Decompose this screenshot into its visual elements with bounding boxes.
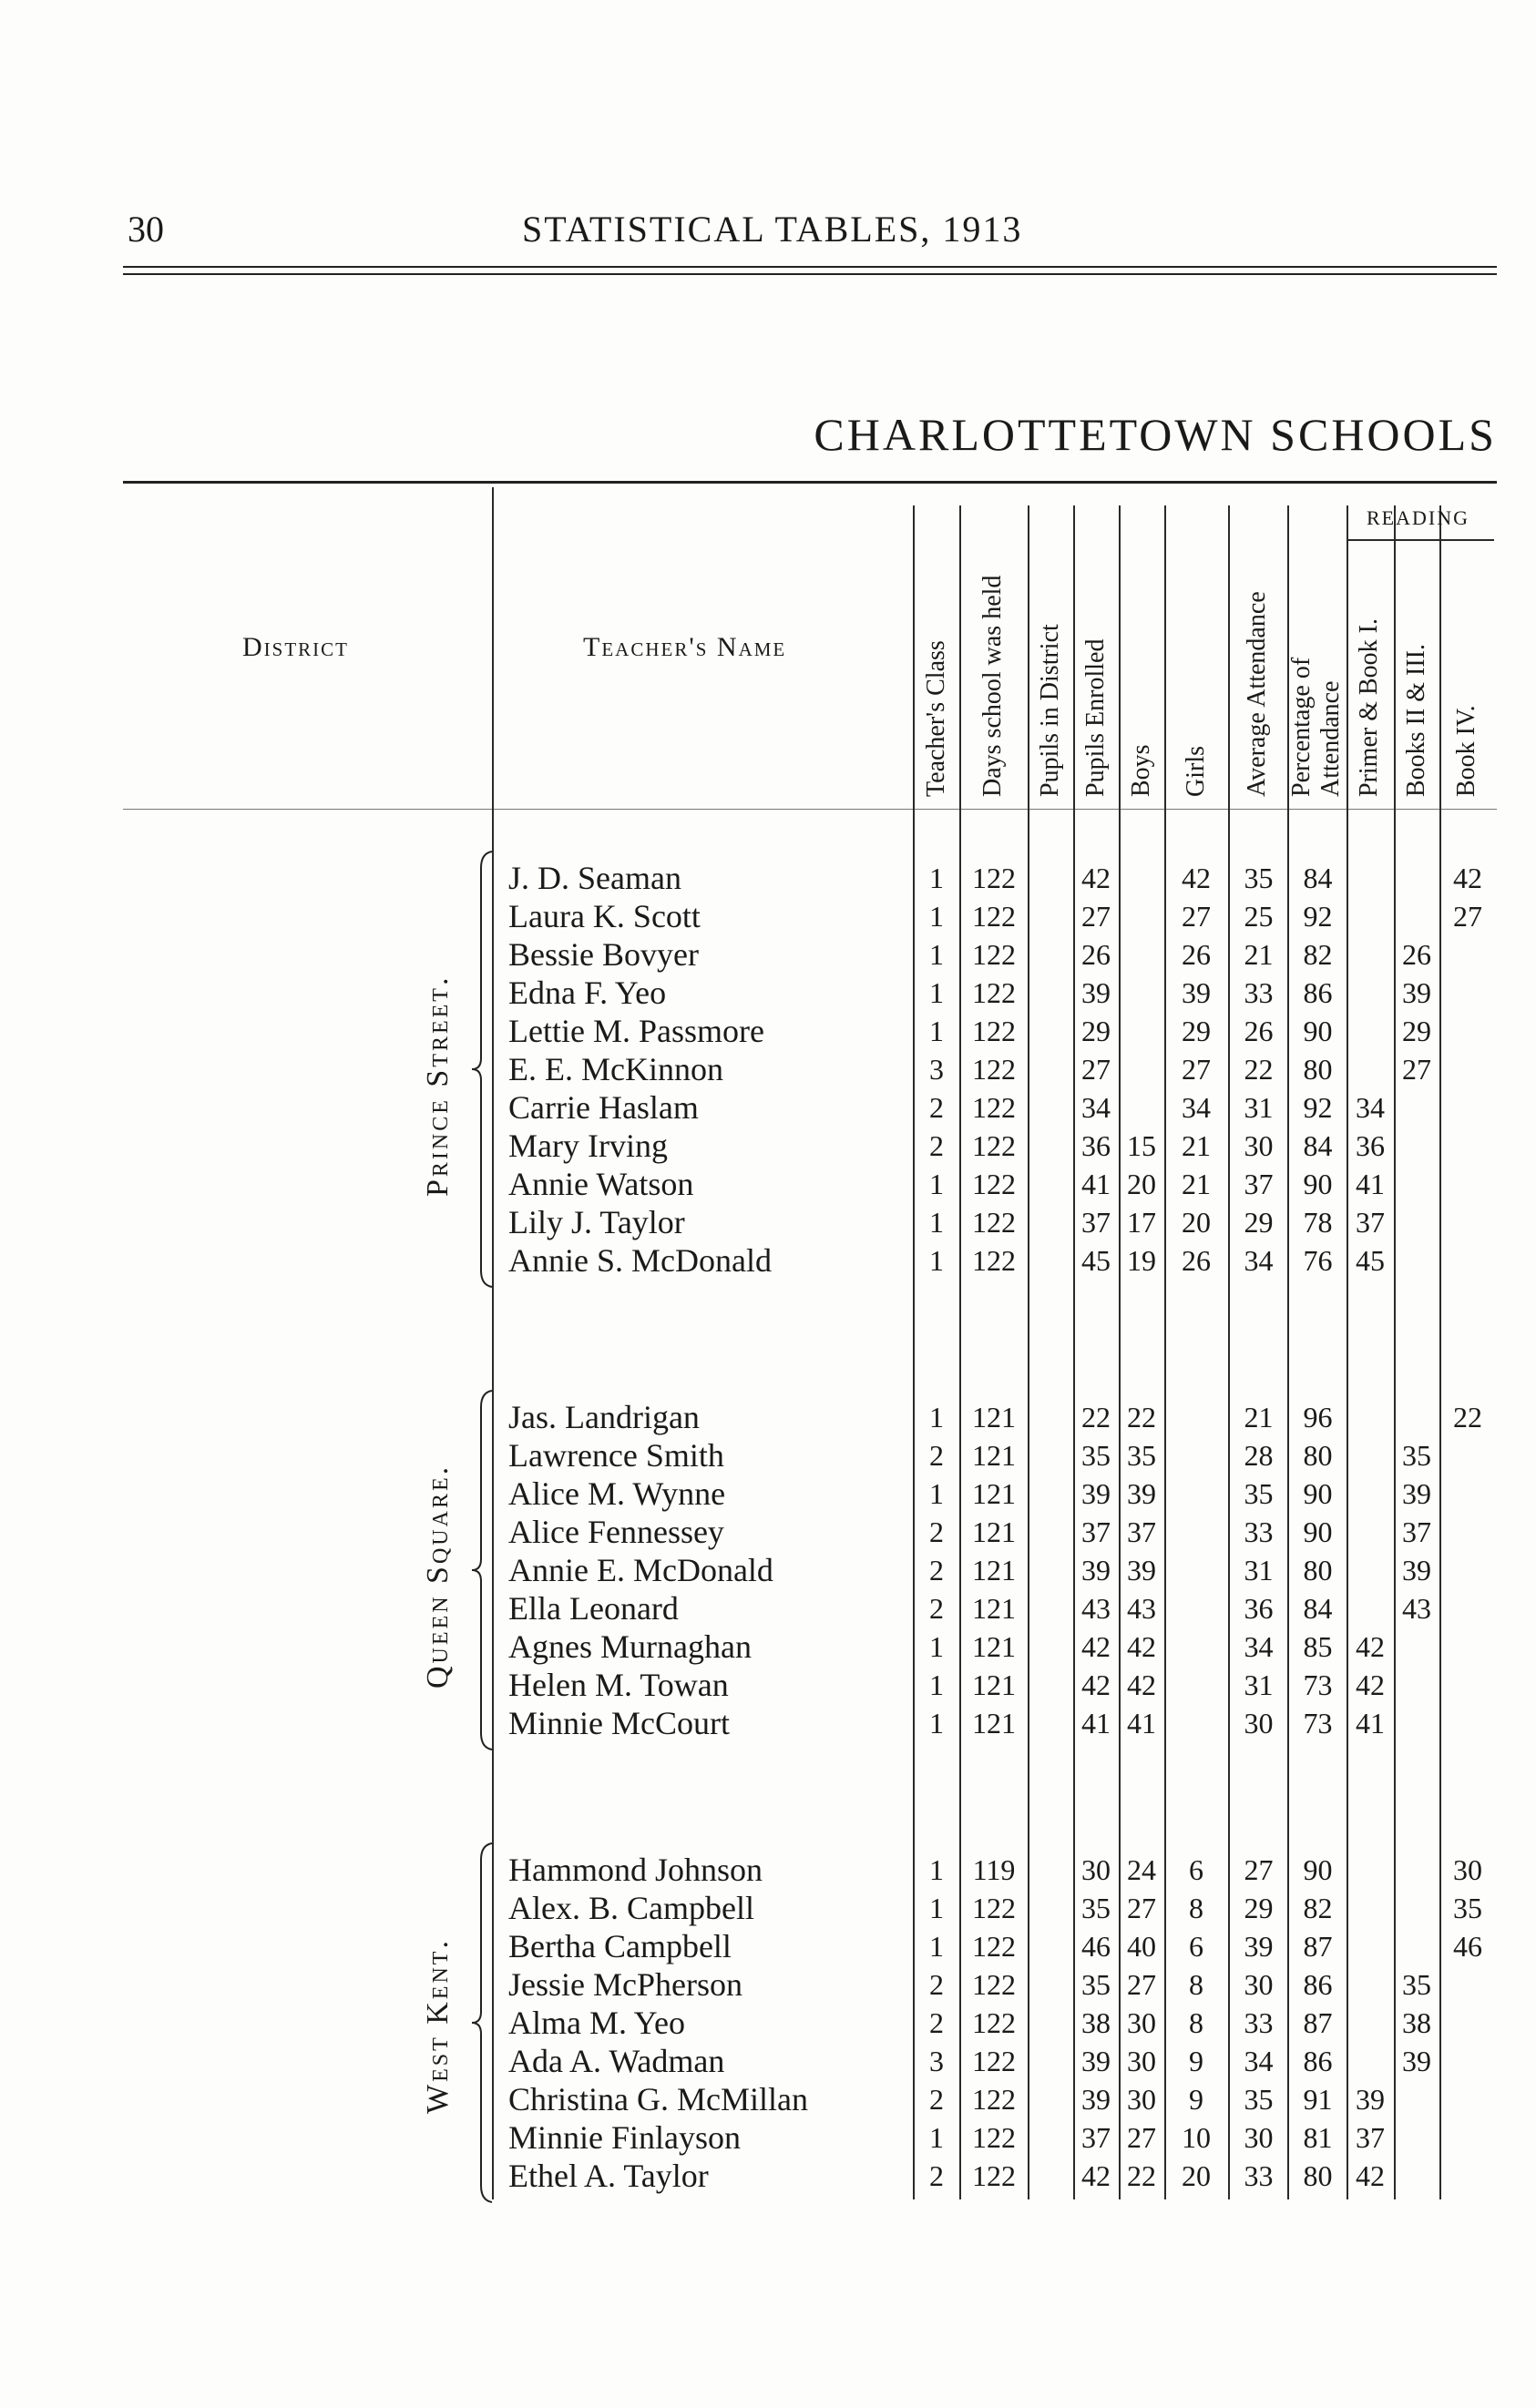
header-column-label: Pupils in District <box>1036 624 1064 797</box>
table-cell: 28 <box>1244 1439 1274 1472</box>
table-cell: 21 <box>1244 1401 1274 1434</box>
table-cell: 26 <box>1081 938 1111 971</box>
table-cell: 39 <box>1402 2045 1431 2077</box>
table-cell: 27 <box>1182 900 1211 933</box>
table-cell: 34 <box>1244 1630 1274 1663</box>
teacher-name: Alice Fennessey <box>508 1514 724 1550</box>
teacher-name: Alex. B. Campbell <box>508 1890 754 1926</box>
table-cell: 81 <box>1303 2121 1333 2154</box>
table-cell: 122 <box>972 1015 1016 1047</box>
table-cell: 122 <box>972 1968 1016 2001</box>
table-cell: 35 <box>1244 2083 1274 2116</box>
table-cell: 39 <box>1127 1554 1156 1587</box>
table-cell: 31 <box>1244 1091 1274 1124</box>
table-cell: 90 <box>1303 1477 1333 1510</box>
table-cell: 76 <box>1303 1244 1333 1277</box>
table-cell: 35 <box>1081 1439 1111 1472</box>
teacher-name: Christina G. McMillan <box>508 2081 808 2117</box>
table-cell: 30 <box>1453 1853 1482 1886</box>
header-column-label: Average Attendance <box>1243 591 1271 797</box>
teacher-name: Ella Leonard <box>508 1590 679 1627</box>
table-cell: 30 <box>1081 1853 1111 1886</box>
table-cell: 84 <box>1303 1592 1333 1625</box>
table-cell: 39 <box>1356 2083 1385 2116</box>
table-cell: 2 <box>929 1968 944 2001</box>
table-cell: 45 <box>1356 1244 1385 1277</box>
table-cell: 2 <box>929 1592 944 1625</box>
table-row <box>0 1627 1536 1666</box>
teacher-name: Minnie Finlayson <box>508 2119 742 2156</box>
header-bottom-rule <box>123 809 1497 810</box>
table-cell: 1 <box>929 2121 944 2154</box>
table-cell: 35 <box>1244 1477 1274 1510</box>
teacher-name: Edna F. Yeo <box>508 974 667 1011</box>
table-cell: 37 <box>1081 2121 1111 2154</box>
table-cell: 37 <box>1356 2121 1385 2154</box>
table-cell: 41 <box>1356 1168 1385 1200</box>
table-cell: 27 <box>1244 1853 1274 1886</box>
table-cell: 1 <box>929 1630 944 1663</box>
table-cell: 21 <box>1182 1168 1211 1200</box>
table-cell: 26 <box>1244 1015 1274 1047</box>
table-cell: 30 <box>1244 1968 1274 2001</box>
table-cell: 121 <box>972 1630 1016 1663</box>
table-top-rule <box>123 481 1497 484</box>
district-label: Queen Square. <box>421 1464 455 1689</box>
table-row <box>0 1050 1536 1088</box>
table-cell: 1 <box>929 1707 944 1740</box>
table-row <box>0 859 1536 897</box>
teacher-name: Bessie Bovyer <box>508 936 699 973</box>
table-cell: 39 <box>1127 1477 1156 1510</box>
table-cell: 1 <box>929 1206 944 1239</box>
table-cell: 92 <box>1303 900 1333 933</box>
table-cell: 20 <box>1127 1168 1156 1200</box>
table-row <box>0 974 1536 1012</box>
teacher-name: Alice M. Wynne <box>508 1475 726 1512</box>
table-cell: 1 <box>929 1930 944 1963</box>
header-column-label: Primer & Book I. <box>1355 618 1383 797</box>
table-cell: 43 <box>1081 1592 1111 1625</box>
teacher-name: Lettie M. Passmore <box>508 1013 764 1049</box>
table-cell: 1 <box>929 1015 944 1047</box>
table-cell: 30 <box>1127 2083 1156 2116</box>
table-cell: 24 <box>1127 1853 1156 1886</box>
table-cell: 33 <box>1244 2159 1274 2192</box>
table-cell: 86 <box>1303 976 1333 1009</box>
table-cell: 20 <box>1182 1206 1211 1239</box>
table-cell: 42 <box>1081 862 1111 894</box>
district-label: Prince Street. <box>421 974 455 1197</box>
table-cell: 41 <box>1127 1707 1156 1740</box>
table-row <box>0 1513 1536 1551</box>
table-cell: 38 <box>1081 2006 1111 2039</box>
table-cell: 34 <box>1356 1091 1385 1124</box>
table-cell: 39 <box>1081 1477 1111 1510</box>
table-cell: 27 <box>1081 900 1111 933</box>
table-cell: 42 <box>1127 1630 1156 1663</box>
table-cell: 35 <box>1453 1892 1482 1924</box>
table-cell: 8 <box>1189 2006 1203 2039</box>
table-cell: 37 <box>1402 1515 1431 1548</box>
table-cell: 30 <box>1127 2045 1156 2077</box>
table-cell: 34 <box>1244 1244 1274 1277</box>
table-cell: 39 <box>1081 2083 1111 2116</box>
table-row <box>0 2157 1536 2195</box>
header-column-label: Percentage of Attendance <box>1287 657 1345 797</box>
table-cell: 2 <box>929 2159 944 2192</box>
table-cell: 29 <box>1244 1892 1274 1924</box>
table-cell: 36 <box>1244 1592 1274 1625</box>
table-cell: 121 <box>972 1477 1016 1510</box>
teacher-name: Annie Watson <box>508 1166 694 1202</box>
teacher-name: Annie S. McDonald <box>508 1242 772 1279</box>
table-cell: 30 <box>1127 2006 1156 2039</box>
teacher-name: E. E. McKinnon <box>508 1051 723 1087</box>
table-cell: 31 <box>1244 1554 1274 1587</box>
table-cell: 17 <box>1127 1206 1156 1239</box>
table-cell: 34 <box>1244 2045 1274 2077</box>
table-cell: 21 <box>1182 1129 1211 1162</box>
table-cell: 3 <box>929 1053 944 1086</box>
table-cell: 30 <box>1244 1129 1274 1162</box>
table-cell: 84 <box>1303 1129 1333 1162</box>
table-cell: 119 <box>972 1853 1016 1886</box>
table-cell: 1 <box>929 938 944 971</box>
table-cell: 29 <box>1402 1015 1431 1047</box>
teacher-name: Bertha Campbell <box>508 1928 732 1964</box>
table-cell: 122 <box>972 1892 1016 1924</box>
table-cell: 86 <box>1303 1968 1333 2001</box>
table-cell: 36 <box>1356 1129 1385 1162</box>
table-row <box>0 1666 1536 1704</box>
table-cell: 33 <box>1244 1515 1274 1548</box>
table-cell: 1 <box>929 1668 944 1701</box>
table-cell: 27 <box>1081 1053 1111 1086</box>
table-cell: 80 <box>1303 1554 1333 1587</box>
table-cell: 1 <box>929 1853 944 1886</box>
table-cell: 122 <box>972 2045 1016 2077</box>
table-cell: 78 <box>1303 1206 1333 1239</box>
table-cell: 1 <box>929 900 944 933</box>
table-cell: 41 <box>1081 1707 1111 1740</box>
table-cell: 1 <box>929 1168 944 1200</box>
table-row <box>0 897 1536 935</box>
header-column-label: Pupils Enrolled <box>1081 638 1110 797</box>
table-cell: 122 <box>972 1053 1016 1086</box>
table-cell: 80 <box>1303 1439 1333 1472</box>
table-cell: 122 <box>972 976 1016 1009</box>
table-cell: 9 <box>1189 2045 1203 2077</box>
teacher-name: Alma M. Yeo <box>508 2005 686 2041</box>
teacher-name: Ada A. Wadman <box>508 2043 725 2079</box>
table-cell: 39 <box>1081 976 1111 1009</box>
header-district: District <box>242 632 349 662</box>
table-cell: 35 <box>1402 1439 1431 1472</box>
table-cell: 19 <box>1127 1244 1156 1277</box>
table-cell: 82 <box>1303 1892 1333 1924</box>
table-cell: 26 <box>1182 1244 1211 1277</box>
table-cell: 10 <box>1182 2121 1211 2154</box>
table-cell: 42 <box>1182 862 1211 894</box>
table-cell: 29 <box>1182 1015 1211 1047</box>
table-row <box>0 1127 1536 1165</box>
table-cell: 2 <box>929 2083 944 2116</box>
teacher-name: Annie E. McDonald <box>508 1552 773 1588</box>
header-rule-top <box>123 266 1497 268</box>
header-column-label: Boys <box>1127 744 1155 797</box>
teacher-name: Jessie McPherson <box>508 1966 742 2003</box>
table-row <box>0 1436 1536 1474</box>
table-cell: 22 <box>1453 1401 1482 1434</box>
table-cell: 43 <box>1127 1592 1156 1625</box>
table-cell: 39 <box>1081 2045 1111 2077</box>
table-cell: 122 <box>972 938 1016 971</box>
table-cell: 2 <box>929 1129 944 1162</box>
table-cell: 46 <box>1081 1930 1111 1963</box>
table-row <box>0 1203 1536 1241</box>
table-cell: 41 <box>1356 1707 1385 1740</box>
table-cell: 73 <box>1303 1668 1333 1701</box>
table-cell: 29 <box>1081 1015 1111 1047</box>
table-cell: 26 <box>1182 938 1211 971</box>
table-row <box>0 1398 1536 1436</box>
table-cell: 6 <box>1189 1853 1203 1886</box>
table-cell: 36 <box>1081 1129 1111 1162</box>
table-cell: 87 <box>1303 1930 1333 1963</box>
table-cell: 122 <box>972 1129 1016 1162</box>
table-cell: 122 <box>972 1168 1016 1200</box>
table-cell: 42 <box>1356 1668 1385 1701</box>
table-cell: 35 <box>1081 1968 1111 2001</box>
table-cell: 122 <box>972 2083 1016 2116</box>
table-cell: 8 <box>1189 1892 1203 1924</box>
table-cell: 29 <box>1244 1206 1274 1239</box>
table-row <box>0 2118 1536 2157</box>
table-cell: 122 <box>972 2121 1016 2154</box>
table-row <box>0 1165 1536 1203</box>
table-cell: 90 <box>1303 1168 1333 1200</box>
teacher-name: Mary Irving <box>508 1127 668 1164</box>
table-cell: 41 <box>1081 1168 1111 1200</box>
header-column-label: Books II & III. <box>1402 644 1430 797</box>
table-cell: 96 <box>1303 1401 1333 1434</box>
table-cell: 40 <box>1127 1930 1156 1963</box>
table-cell: 73 <box>1303 1707 1333 1740</box>
table-cell: 42 <box>1081 1630 1111 1663</box>
table-cell: 42 <box>1081 2159 1111 2192</box>
table-cell: 42 <box>1127 1668 1156 1701</box>
table-cell: 39 <box>1402 1554 1431 1587</box>
table-cell: 27 <box>1127 1892 1156 1924</box>
table-cell: 122 <box>972 862 1016 894</box>
header-column-label: Teacher's Class <box>922 640 950 797</box>
table-cell: 92 <box>1303 1091 1333 1124</box>
table-cell: 27 <box>1453 900 1482 933</box>
table-cell: 2 <box>929 1515 944 1548</box>
table-cell: 27 <box>1182 1053 1211 1086</box>
table-cell: 1 <box>929 1477 944 1510</box>
table-cell: 2 <box>929 1554 944 1587</box>
table-cell: 39 <box>1402 976 1431 1009</box>
table-cell: 80 <box>1303 1053 1333 1086</box>
table-cell: 42 <box>1453 862 1482 894</box>
table-cell: 22 <box>1244 1053 1274 1086</box>
table-cell: 121 <box>972 1515 1016 1548</box>
table-cell: 6 <box>1189 1930 1203 1963</box>
table-cell: 35 <box>1244 862 1274 894</box>
header-column-label: Book IV. <box>1452 705 1480 797</box>
table-cell: 1 <box>929 976 944 1009</box>
table-cell: 26 <box>1402 938 1431 971</box>
table-title: CHARLOTTETOWN SCHOOLS <box>814 409 1497 460</box>
table-cell: 87 <box>1303 2006 1333 2039</box>
table-cell: 35 <box>1402 1968 1431 2001</box>
table-cell: 39 <box>1244 1930 1274 1963</box>
table-cell: 37 <box>1356 1206 1385 1239</box>
table-row <box>0 1851 1536 1889</box>
table-row <box>0 1965 1536 2004</box>
table-cell: 82 <box>1303 938 1333 971</box>
table-cell: 37 <box>1081 1515 1111 1548</box>
table-cell: 37 <box>1244 1168 1274 1200</box>
table-cell: 90 <box>1303 1015 1333 1047</box>
table-cell: 122 <box>972 1244 1016 1277</box>
table-cell: 30 <box>1244 1707 1274 1740</box>
table-cell: 22 <box>1081 1401 1111 1434</box>
table-cell: 122 <box>972 2006 1016 2039</box>
table-cell: 2 <box>929 1091 944 1124</box>
table-cell: 121 <box>972 1592 1016 1625</box>
teacher-name: Lawrence Smith <box>508 1437 724 1474</box>
table-cell: 86 <box>1303 2045 1333 2077</box>
teacher-name: Agnes Murnaghan <box>508 1628 752 1665</box>
table-cell: 33 <box>1244 2006 1274 2039</box>
running-head: STATISTICAL TABLES, 1913 <box>522 209 1023 250</box>
table-row <box>0 1551 1536 1589</box>
table-cell: 39 <box>1081 1554 1111 1587</box>
table-cell: 22 <box>1127 2159 1156 2192</box>
table-cell: 9 <box>1189 2083 1203 2116</box>
table-cell: 1 <box>929 1401 944 1434</box>
header-reading: READING <box>1367 506 1469 529</box>
table-cell: 122 <box>972 900 1016 933</box>
page-number: 30 <box>128 209 164 250</box>
table-cell: 122 <box>972 1930 1016 1963</box>
table-cell: 91 <box>1303 2083 1333 2116</box>
table-cell: 1 <box>929 1892 944 1924</box>
table-row <box>0 1889 1536 1927</box>
table-cell: 20 <box>1182 2159 1211 2192</box>
table-row <box>0 1474 1536 1513</box>
table-cell: 122 <box>972 1206 1016 1239</box>
table-cell: 39 <box>1402 1477 1431 1510</box>
table-cell: 37 <box>1127 1515 1156 1548</box>
table-cell: 42 <box>1356 1630 1385 1663</box>
table-cell: 121 <box>972 1668 1016 1701</box>
teacher-name: Helen M. Towan <box>508 1667 729 1703</box>
table-row <box>0 935 1536 974</box>
table-cell: 1 <box>929 862 944 894</box>
table-row <box>0 1088 1536 1127</box>
district-label: West Kent. <box>421 1938 455 2114</box>
table-cell: 121 <box>972 1707 1016 1740</box>
table-row <box>0 1012 1536 1050</box>
table-cell: 39 <box>1182 976 1211 1009</box>
table-cell: 35 <box>1127 1439 1156 1472</box>
table-cell: 2 <box>929 1439 944 1472</box>
header-column-label: Days school was held <box>978 575 1007 797</box>
table-cell: 85 <box>1303 1630 1333 1663</box>
table-cell: 2 <box>929 2006 944 2039</box>
table-row <box>0 2080 1536 2118</box>
table-cell: 121 <box>972 1401 1016 1434</box>
teacher-name: Laura K. Scott <box>508 898 701 934</box>
reading-rule <box>1348 539 1494 541</box>
header-rule-bottom <box>123 273 1497 275</box>
teacher-name: Hammond Johnson <box>508 1852 763 1888</box>
table-cell: 35 <box>1081 1892 1111 1924</box>
table-row <box>0 2004 1536 2042</box>
teacher-name: Minnie McCourt <box>508 1705 730 1741</box>
teacher-name: Jas. Landrigan <box>508 1399 700 1435</box>
table-cell: 15 <box>1127 1129 1156 1162</box>
table-cell: 45 <box>1081 1244 1111 1277</box>
table-row <box>0 1704 1536 1742</box>
teacher-name: J. D. Seaman <box>508 860 681 896</box>
header-column-label: Girls <box>1182 746 1210 797</box>
table-row <box>0 1927 1536 1965</box>
table-cell: 122 <box>972 2159 1016 2192</box>
table-cell: 34 <box>1182 1091 1211 1124</box>
table-cell: 8 <box>1189 1968 1203 2001</box>
table-cell: 27 <box>1127 1968 1156 2001</box>
table-cell: 90 <box>1303 1853 1333 1886</box>
teacher-name: Ethel A. Taylor <box>508 2158 709 2194</box>
table-cell: 22 <box>1127 1401 1156 1434</box>
table-cell: 84 <box>1303 862 1333 894</box>
table-cell: 27 <box>1402 1053 1431 1086</box>
table-cell: 33 <box>1244 976 1274 1009</box>
table-cell: 43 <box>1402 1592 1431 1625</box>
teacher-name: Carrie Haslam <box>508 1089 699 1126</box>
table-cell: 1 <box>929 1244 944 1277</box>
table-cell: 38 <box>1402 2006 1431 2039</box>
table-cell: 42 <box>1081 1668 1111 1701</box>
table-row <box>0 2042 1536 2080</box>
table-cell: 42 <box>1356 2159 1385 2192</box>
table-cell: 90 <box>1303 1515 1333 1548</box>
table-row <box>0 1241 1536 1280</box>
table-cell: 46 <box>1453 1930 1482 1963</box>
table-cell: 27 <box>1127 2121 1156 2154</box>
teacher-name: Lily J. Taylor <box>508 1204 685 1240</box>
table-cell: 37 <box>1081 1206 1111 1239</box>
table-cell: 31 <box>1244 1668 1274 1701</box>
table-cell: 80 <box>1303 2159 1333 2192</box>
table-cell: 21 <box>1244 938 1274 971</box>
table-cell: 30 <box>1244 2121 1274 2154</box>
table-cell: 121 <box>972 1554 1016 1587</box>
table-cell: 121 <box>972 1439 1016 1472</box>
table-cell: 34 <box>1081 1091 1111 1124</box>
table-cell: 25 <box>1244 900 1274 933</box>
table-cell: 122 <box>972 1091 1016 1124</box>
table-row <box>0 1589 1536 1627</box>
header-teacher-name: Teacher's Name <box>583 632 787 662</box>
table-cell: 3 <box>929 2045 944 2077</box>
